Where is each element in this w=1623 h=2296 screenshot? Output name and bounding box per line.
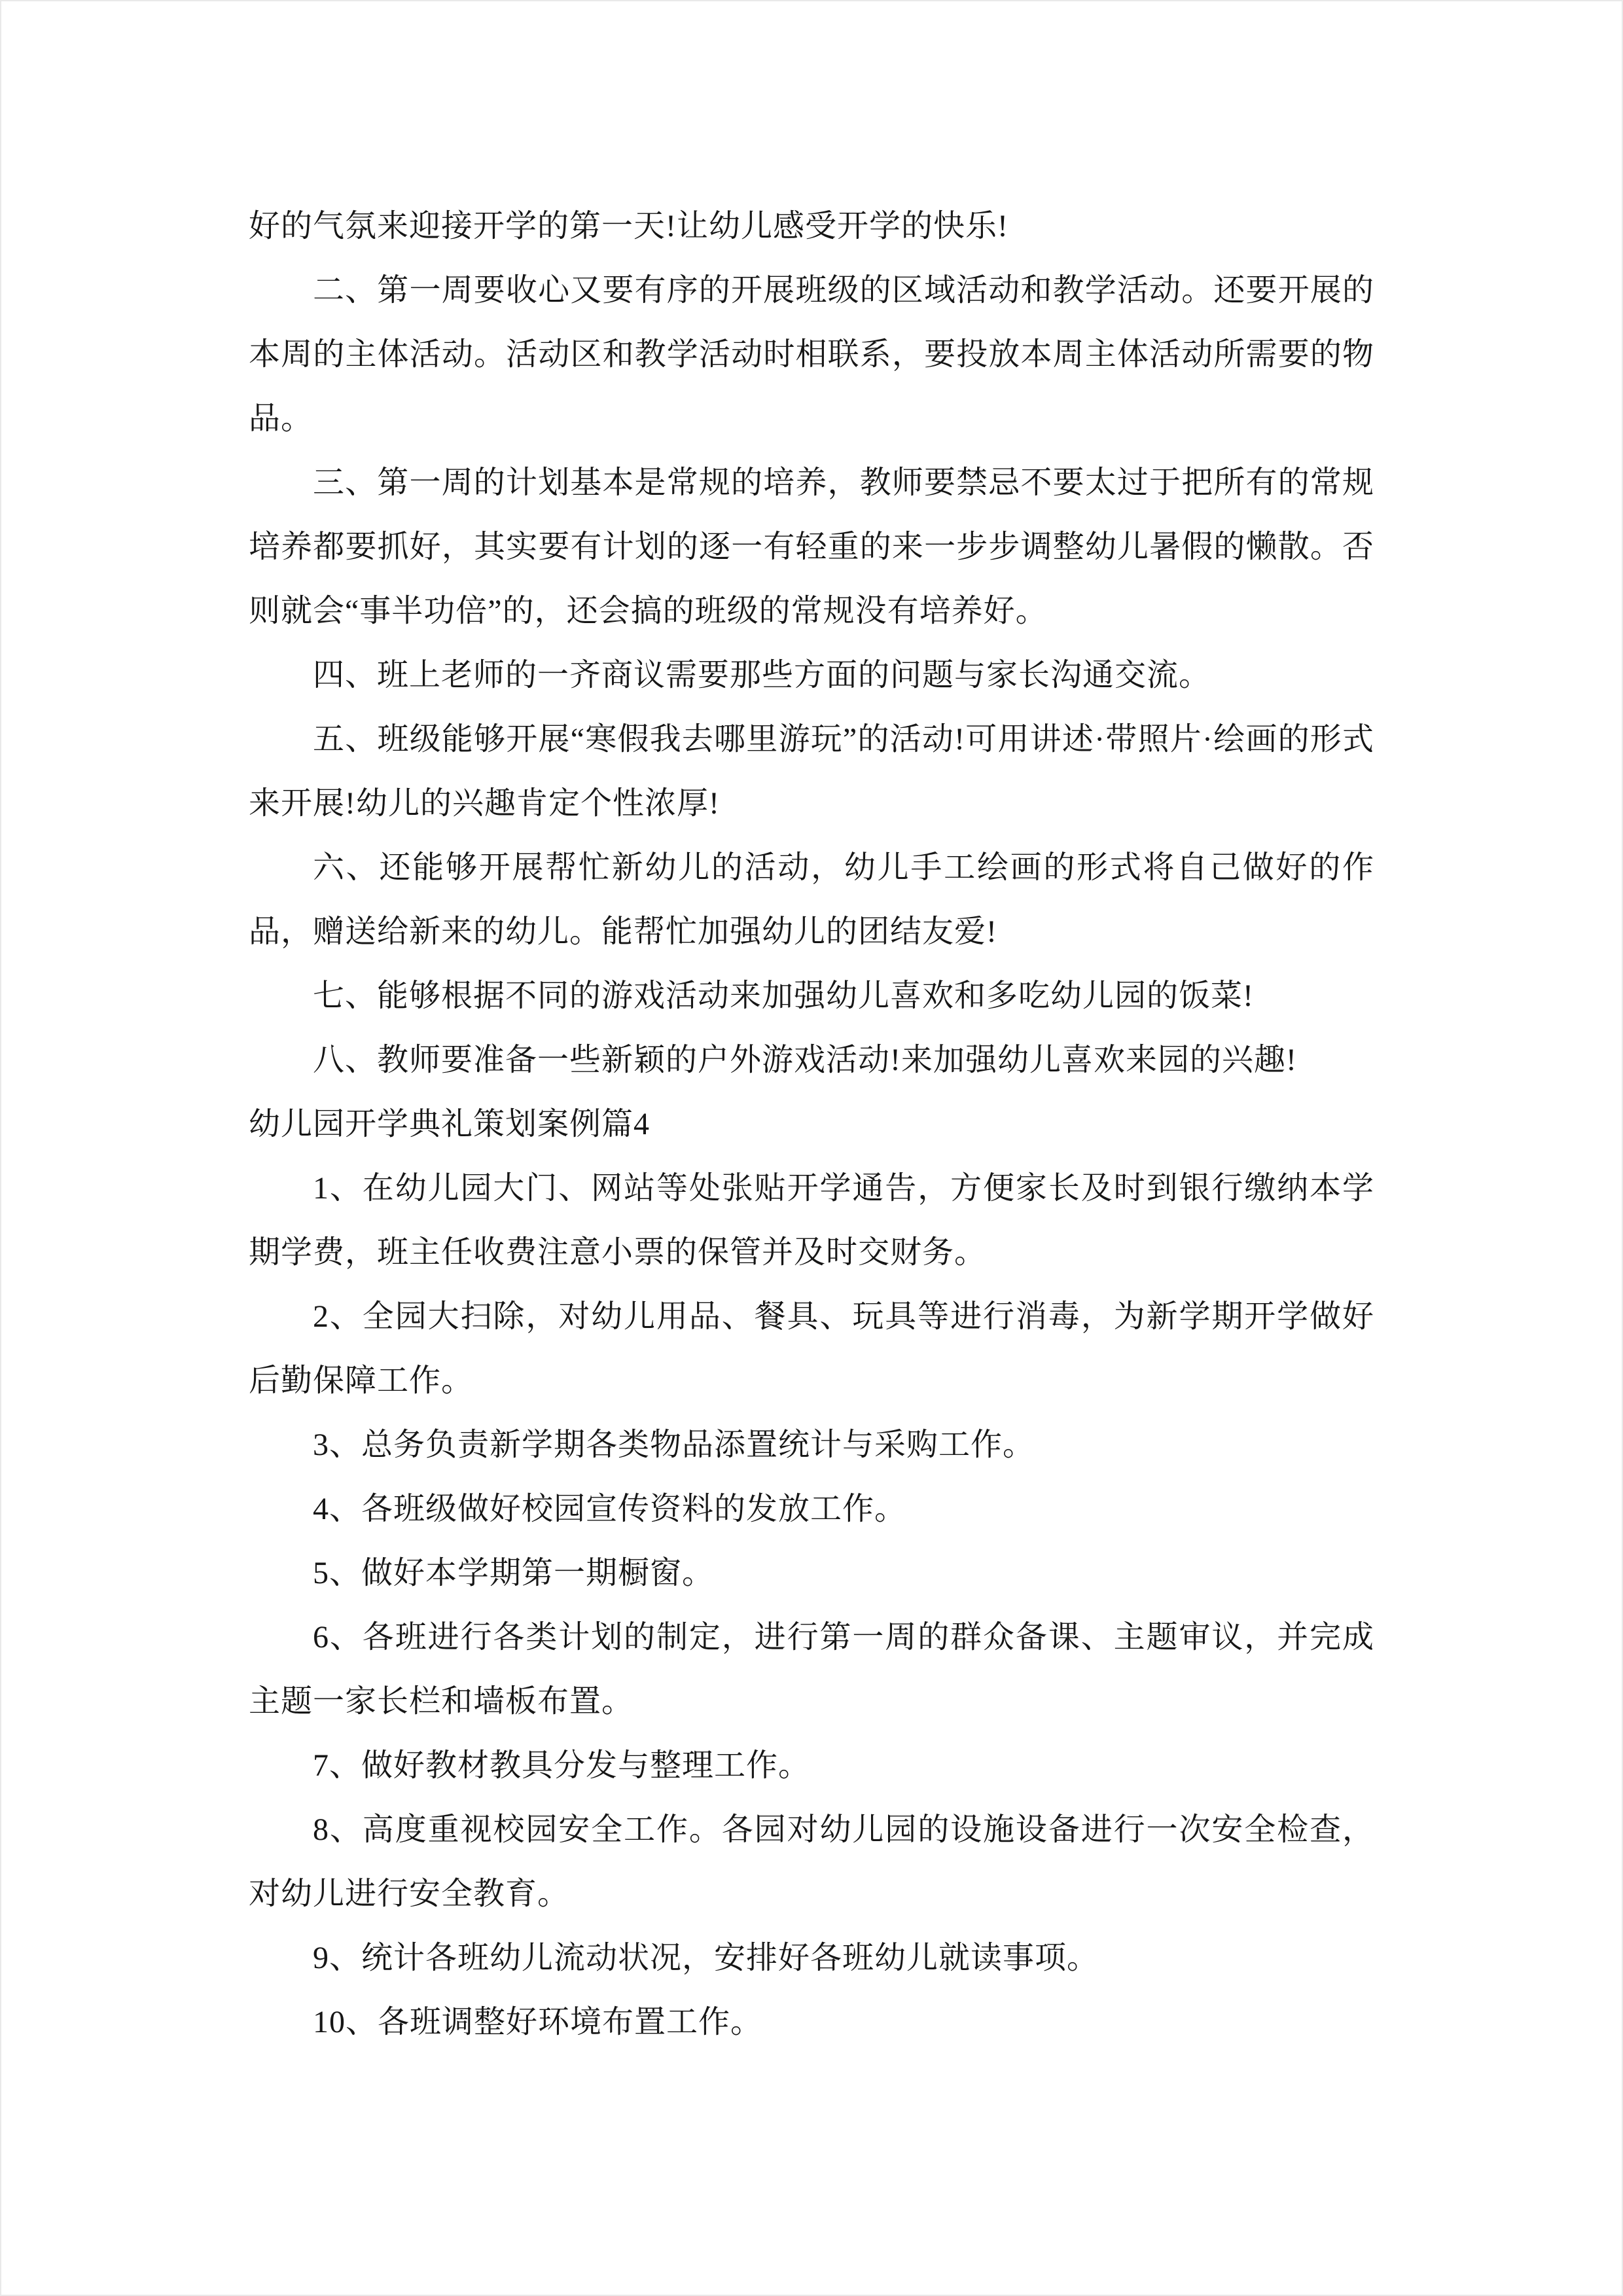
paragraph: 五、班级能够开展“寒假我去哪里游玩”的活动!可用讲述·带照片·绘画的形式来开展!幼儿的兴趣肯定个性浓厚!	[249, 722, 1374, 821]
paragraph: 2、全园大扫除，对幼儿用品、餐具、玩具等进行消毒，为新学期开学做好后勤保障工作。	[249, 1299, 1374, 1398]
paragraph: 三、第一周的计划基本是常规的培养，教师要禁忌不要太过于把所有的常规培养都要抓好，其实要有计划的逐一有轻重的来一步步调整幼儿暑假的懒散。否则就会“事半功倍”的，还会搞的班级的常规没有培养好。	[249, 465, 1374, 628]
paragraph: 7、做好教材教具分发与整理工作。	[313, 1748, 811, 1783]
paragraph: 3、总务负责新学期各类物品添置统计与采购工作。	[313, 1427, 1035, 1462]
paragraph: 1、在幼儿园大门、网站等处张贴开学通告，方便家长及时到银行缴纳本学期学费，班主任收费注意小票的保管并及时交财务。	[249, 1171, 1374, 1270]
paragraph: 七、能够根据不同的游戏活动来加强幼儿喜欢和多吃幼儿园的饭菜!	[313, 978, 1254, 1013]
document-body	[249, 194, 1374, 2054]
paragraph: 10、各班调整好环境布置工作。	[313, 2005, 763, 2039]
paragraph: 9、统计各班幼儿流动状况，安排好各班幼儿就读事项。	[313, 1941, 1099, 1975]
paragraph: 八、教师要准备一些新颖的户外游戏活动!来加强幼儿喜欢来园的兴趣!	[313, 1043, 1297, 1077]
paragraph: 5、做好本学期第一期橱窗。	[313, 1556, 715, 1590]
paragraph: 8、高度重视校园安全工作。各园对幼儿园的设施设备进行一次安全检查，对幼儿进行安全教育。	[249, 1812, 1374, 1911]
paragraph: 二、第一周要收心又要有序的开展班级的区域活动和教学活动。还要开展的本周的主体活动。活动区和教学活动时相联系，要投放本周主体活动所需要的物品。	[249, 273, 1374, 436]
section-heading: 幼儿园开学典礼策划案例篇4	[249, 1107, 651, 1141]
paragraph: 4、各班级做好校园宣传资料的发放工作。	[313, 1492, 907, 1526]
paragraph-continuation: 好的气氛来迎接开学的第一天!让幼儿感受开学的快乐!	[249, 209, 1008, 243]
paragraph: 四、班上老师的一齐商议需要那些方面的问题与家长沟通交流。	[313, 658, 1211, 692]
paragraph: 六、还能够开展帮忙新幼儿的活动，幼儿手工绘画的形式将自己做好的作品，赠送给新来的幼儿。能帮忙加强幼儿的团结友爱!	[249, 850, 1374, 949]
paragraph: 6、各班进行各类计划的制定，进行第一周的群众备课、主题审议，并完成主题一家长栏和墙板布置。	[249, 1620, 1374, 1719]
